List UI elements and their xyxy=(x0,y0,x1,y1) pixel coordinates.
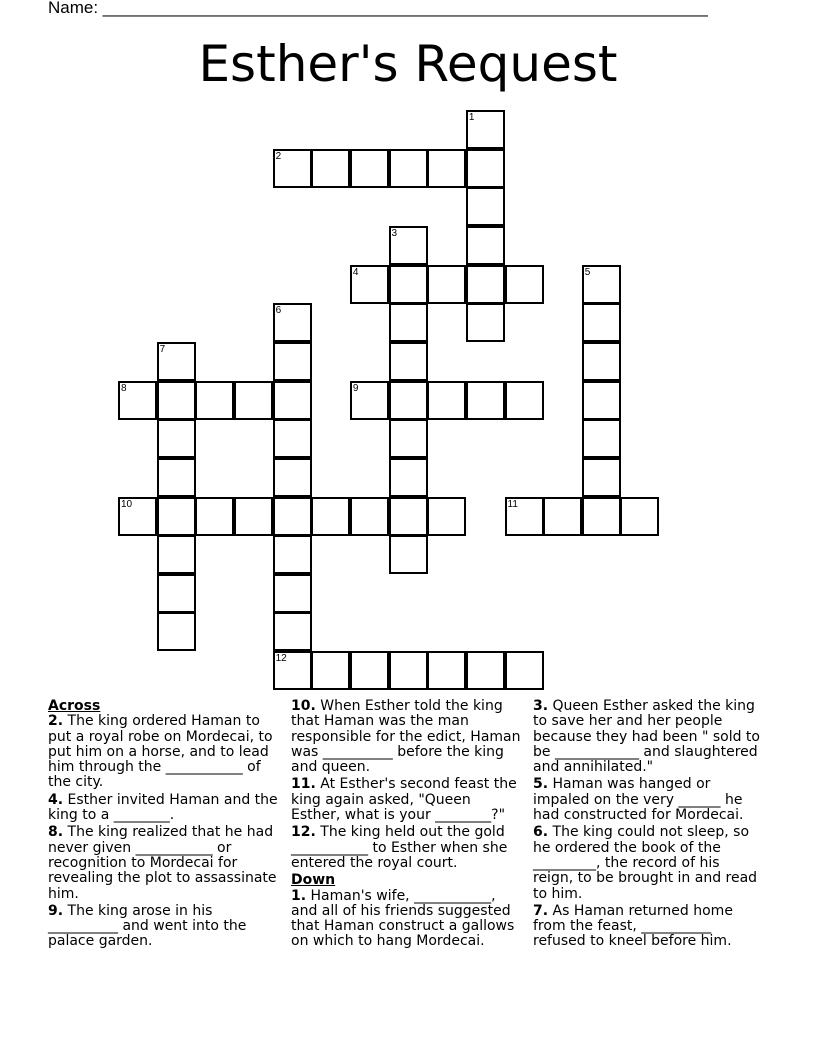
grid-cell[interactable] xyxy=(582,265,621,304)
grid-cell[interactable] xyxy=(389,226,428,265)
grid-cell[interactable] xyxy=(273,497,312,536)
clue-across-11: 11. At Esther's second feast the king again asked, "Queen Esther, what is your ________?" xyxy=(291,776,517,824)
grid-cell[interactable] xyxy=(466,187,505,226)
clue-down-3: 3. Queen Esther asked the king to save her and her people because they had been " sold to be ____________ and slaughtered and annihilated." xyxy=(533,698,760,776)
clue-number: 12 xyxy=(275,653,287,665)
clue-across-10: 10. When Esther told the king that Haman was the man responsible for the edict, Haman was __________ before the king and queen. xyxy=(291,698,521,776)
clues-column-3 xyxy=(533,699,763,952)
grid-cell[interactable] xyxy=(273,651,312,690)
grid-cell[interactable] xyxy=(350,651,389,690)
grid-cell[interactable] xyxy=(427,651,466,690)
grid-cell[interactable] xyxy=(157,419,196,458)
grid-cell[interactable] xyxy=(427,265,466,304)
grid-cell[interactable] xyxy=(389,342,428,381)
grid-cell[interactable] xyxy=(582,342,621,381)
clue-down-1: 1. Haman's wife, ___________, and all of his friends suggested that Haman construct a gallows on which to hang Mordecai. xyxy=(291,887,515,950)
grid-cell[interactable] xyxy=(620,497,659,536)
down-heading: Down xyxy=(291,872,336,889)
grid-cell[interactable] xyxy=(389,303,428,342)
grid-cell[interactable] xyxy=(389,535,428,574)
grid-cell[interactable] xyxy=(389,381,428,420)
grid-cell[interactable] xyxy=(273,149,312,188)
grid-cell[interactable] xyxy=(350,497,389,536)
grid-cell[interactable] xyxy=(157,574,196,613)
grid-cell[interactable] xyxy=(389,149,428,188)
name-field-label: Name: ________________________________________________________________ xyxy=(48,0,708,17)
clue-number: 2 xyxy=(275,150,282,162)
grid-cell[interactable] xyxy=(466,265,505,304)
clues-column-1 xyxy=(48,699,278,952)
grid-cell[interactable] xyxy=(118,381,157,420)
grid-cell[interactable] xyxy=(273,303,312,342)
clue-number: 4 xyxy=(352,266,359,278)
grid-cell[interactable] xyxy=(157,535,196,574)
grid-cell[interactable] xyxy=(273,574,312,613)
clue-down-7: 7. As Haman returned home from the feast, __________ refused to kneel before him. xyxy=(533,902,733,950)
grid-cell[interactable] xyxy=(350,381,389,420)
grid-cell[interactable] xyxy=(157,497,196,536)
grid-cell[interactable] xyxy=(505,265,544,304)
grid-cell[interactable] xyxy=(466,110,505,149)
grid-cell[interactable] xyxy=(157,458,196,497)
grid-cell[interactable] xyxy=(234,381,273,420)
clue-down-5: 5. Haman was hanged or impaled on the very ______ he had constructed for Mordecai. xyxy=(533,776,744,824)
grid-cell[interactable] xyxy=(505,497,544,536)
grid-cell[interactable] xyxy=(234,497,273,536)
grid-cell[interactable] xyxy=(195,381,234,420)
grid-cell[interactable] xyxy=(427,497,466,536)
grid-cell[interactable] xyxy=(466,651,505,690)
grid-cell[interactable] xyxy=(195,497,234,536)
grid-cell[interactable] xyxy=(389,265,428,304)
grid-cell[interactable] xyxy=(582,303,621,342)
grid-cell[interactable] xyxy=(466,381,505,420)
grid-cell[interactable] xyxy=(505,651,544,690)
grid-cell[interactable] xyxy=(389,458,428,497)
grid-cell[interactable] xyxy=(273,342,312,381)
grid-cell[interactable] xyxy=(466,226,505,265)
grid-cell[interactable] xyxy=(389,419,428,458)
grid-cell[interactable] xyxy=(427,381,466,420)
grid-cell[interactable] xyxy=(273,535,312,574)
grid-cell[interactable] xyxy=(118,497,157,536)
grid-cell[interactable] xyxy=(466,303,505,342)
grid-cell[interactable] xyxy=(427,149,466,188)
grid-cell[interactable] xyxy=(389,651,428,690)
grid-cell[interactable] xyxy=(350,149,389,188)
clue-across-9: 9. The king arose in his __________ and went into the palace garden. xyxy=(48,902,247,950)
grid-cell[interactable] xyxy=(582,458,621,497)
clue-number: 11 xyxy=(507,498,518,510)
grid-cell[interactable] xyxy=(582,381,621,420)
clue-number: 1 xyxy=(468,112,475,123)
grid-cell[interactable] xyxy=(273,419,312,458)
clue-number: 5 xyxy=(584,266,591,278)
clues-column-2 xyxy=(291,699,521,952)
clue-number: 8 xyxy=(121,382,127,394)
grid-cell[interactable] xyxy=(157,612,196,651)
grid-cell[interactable] xyxy=(505,381,544,420)
grid-cell[interactable] xyxy=(350,265,389,304)
grid-cell[interactable] xyxy=(157,381,196,420)
grid-cell[interactable] xyxy=(157,342,196,381)
clue-across-12: 12. The king held out the gold ___________ to Esther when she entered the royal court. xyxy=(291,824,508,871)
grid-cell[interactable] xyxy=(389,497,428,536)
grid-cell[interactable] xyxy=(582,419,621,458)
clue-number: 6 xyxy=(275,305,282,317)
grid-cell[interactable] xyxy=(273,458,312,497)
clue-number: 3 xyxy=(391,227,398,239)
grid-cell[interactable] xyxy=(582,497,621,536)
clue-across-2: 2. The king ordered Haman to put a royal robe on Mordecai, to put him on a horse, and to lead him through the ___________ of the city. xyxy=(48,713,273,791)
grid-cell[interactable] xyxy=(311,497,350,536)
clue-number: 7 xyxy=(159,343,166,355)
clue-across-4: 4. Esther invited Haman and the king to a ________. xyxy=(48,791,278,824)
puzzle-title: Esther's Request xyxy=(198,35,618,93)
grid-cell[interactable] xyxy=(311,149,350,188)
grid-cell[interactable] xyxy=(273,612,312,651)
clue-number: 9 xyxy=(352,382,359,394)
clue-down-6: 6. The king could not sleep, so he ordered the book of the _________, the record of his reign, to be brought in and read to him. xyxy=(533,824,758,902)
grid-cell[interactable] xyxy=(466,149,505,188)
grid-cell[interactable] xyxy=(543,497,582,536)
clue-number: 10 xyxy=(121,498,133,510)
grid-cell[interactable] xyxy=(273,381,312,420)
across-heading: Across xyxy=(48,698,101,714)
grid-cell[interactable] xyxy=(311,651,350,690)
clue-across-8: 8. The king realized that he had never given ___________ or recognition to Mordecai for revealing the plot to assassinate him. xyxy=(48,824,277,902)
